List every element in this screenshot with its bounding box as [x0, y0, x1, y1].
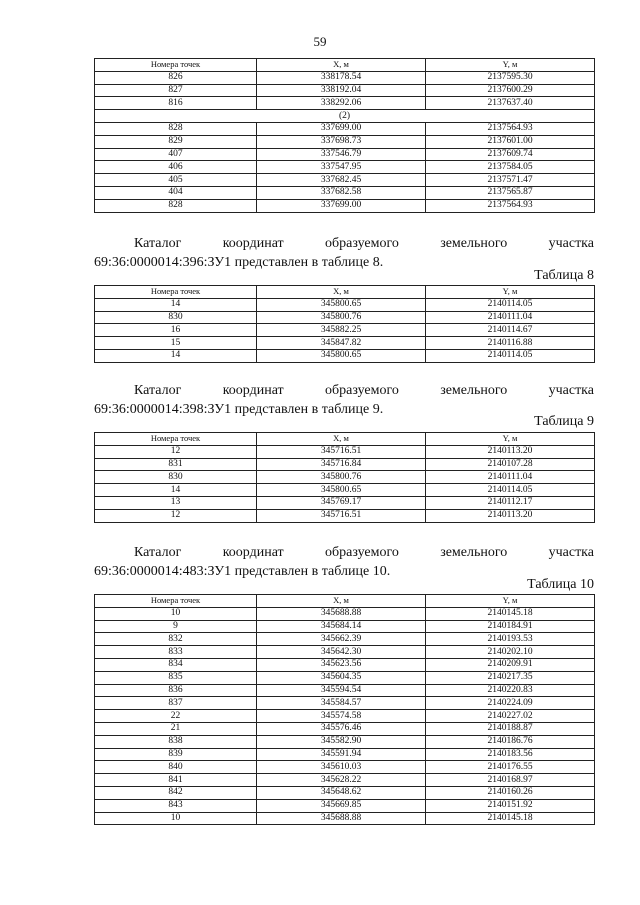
x-coordinate-cell: 345584.57 — [257, 697, 426, 710]
header-y: Y, м — [426, 595, 595, 608]
point-number-cell: 829 — [95, 135, 257, 148]
paragraph-word: Каталог — [134, 545, 182, 560]
paragraph-word: координат — [222, 545, 284, 560]
point-number-cell: 15 — [95, 337, 257, 350]
table-header-row — [95, 595, 595, 608]
header-x: X, м — [257, 286, 426, 299]
y-coordinate-cell: 2140145.18 — [426, 607, 595, 620]
table-caption: Таблица 8 — [534, 268, 594, 283]
table-row — [95, 633, 595, 646]
table-row — [95, 161, 595, 174]
page-number: 59 — [313, 34, 327, 49]
paragraph-word: участка — [548, 545, 594, 560]
x-coordinate-cell: 345669.85 — [257, 799, 426, 812]
table-row — [95, 97, 595, 110]
point-number-cell: 834 — [95, 658, 257, 671]
table-row — [95, 710, 595, 723]
y-coordinate-cell: 2140112.17 — [426, 496, 595, 509]
x-coordinate-cell: 345800.76 — [257, 311, 426, 324]
x-coordinate-cell: 337698.73 — [257, 135, 426, 148]
paragraph-word: земельного — [440, 236, 508, 251]
header-y: Y, м — [426, 433, 595, 446]
paragraph-word: координат — [222, 236, 284, 251]
table-row — [95, 607, 595, 620]
table-row — [95, 786, 595, 799]
y-coordinate-cell: 2140114.05 — [426, 298, 595, 311]
header-x: X, м — [257, 59, 426, 72]
table-row — [95, 722, 595, 735]
y-coordinate-cell: 2140113.20 — [426, 509, 595, 522]
point-number-cell: 835 — [95, 671, 257, 684]
point-number-cell: 843 — [95, 799, 257, 812]
point-number-cell: 14 — [95, 484, 257, 497]
point-number-cell: 828 — [95, 122, 257, 135]
x-coordinate-cell: 345882.25 — [257, 324, 426, 337]
x-coordinate-cell: 345716.51 — [257, 509, 426, 522]
table-row — [95, 298, 595, 311]
point-number-cell: 830 — [95, 311, 257, 324]
table-row — [95, 445, 595, 458]
point-number-cell: 16 — [95, 324, 257, 337]
header-point-number: Номера точек — [95, 59, 257, 72]
paragraph-table-10 — [94, 543, 594, 581]
x-coordinate-cell: 345591.94 — [257, 748, 426, 761]
paragraph-table-9 — [94, 381, 594, 419]
paragraph-word: земельного — [440, 545, 508, 560]
table-row — [95, 812, 595, 825]
table-row — [95, 774, 595, 787]
y-coordinate-cell: 2140114.67 — [426, 324, 595, 337]
table-row — [95, 761, 595, 774]
x-coordinate-cell: 345800.65 — [257, 349, 426, 362]
table-row — [95, 135, 595, 148]
table-row — [95, 199, 595, 212]
y-coordinate-cell: 2140168.97 — [426, 774, 595, 787]
table-row — [95, 799, 595, 812]
header-point-number: Номера точек — [95, 286, 257, 299]
y-coordinate-cell: 2140113.20 — [426, 445, 595, 458]
point-number-cell: 842 — [95, 786, 257, 799]
y-coordinate-cell: 2140217.35 — [426, 671, 595, 684]
table-row — [95, 122, 595, 135]
point-number-cell: 21 — [95, 722, 257, 735]
y-coordinate-cell: 2137571.47 — [426, 174, 595, 187]
y-coordinate-cell: 2137565.87 — [426, 186, 595, 199]
y-coordinate-cell: 2140193.53 — [426, 633, 595, 646]
point-number-cell: 404 — [95, 186, 257, 199]
x-coordinate-cell: 345582.90 — [257, 735, 426, 748]
contour-separator-row — [95, 110, 595, 123]
table-row — [95, 646, 595, 659]
x-coordinate-cell: 345574.58 — [257, 710, 426, 723]
y-coordinate-cell: 2137564.93 — [426, 199, 595, 212]
paragraph-line: 69:36:0000014:483:ЗУ1 представлен в таблице 10. — [94, 564, 391, 579]
y-coordinate-cell: 2140184.91 — [426, 620, 595, 633]
x-coordinate-cell: 337682.45 — [257, 174, 426, 187]
point-number-cell: 22 — [95, 710, 257, 723]
paragraph-word: участка — [548, 236, 594, 251]
point-number-cell: 14 — [95, 349, 257, 362]
paragraph-word: образуемого — [325, 383, 399, 398]
paragraph-word: Каталог — [134, 236, 182, 251]
y-coordinate-cell: 2140220.83 — [426, 684, 595, 697]
table-row — [95, 324, 595, 337]
coordinate-table-10 — [94, 594, 595, 825]
point-number-cell: 406 — [95, 161, 257, 174]
y-coordinate-cell: 2137564.93 — [426, 122, 595, 135]
point-number-cell: 816 — [95, 97, 257, 110]
paragraph-word: Каталог — [134, 383, 182, 398]
point-number-cell: 9 — [95, 620, 257, 633]
y-coordinate-cell: 2140151.92 — [426, 799, 595, 812]
point-number-cell: 827 — [95, 84, 257, 97]
x-coordinate-cell: 345576.46 — [257, 722, 426, 735]
table-row — [95, 186, 595, 199]
point-number-cell: 10 — [95, 812, 257, 825]
y-coordinate-cell: 2140145.18 — [426, 812, 595, 825]
y-coordinate-cell: 2137584.05 — [426, 161, 595, 174]
y-coordinate-cell: 2140188.87 — [426, 722, 595, 735]
y-coordinate-cell: 2140209.91 — [426, 658, 595, 671]
table-row — [95, 684, 595, 697]
y-coordinate-cell: 2140107.28 — [426, 458, 595, 471]
point-number-cell: 831 — [95, 458, 257, 471]
table-row — [95, 71, 595, 84]
x-coordinate-cell: 345604.35 — [257, 671, 426, 684]
paragraph-word: участка — [548, 383, 594, 398]
x-coordinate-cell: 345769.17 — [257, 496, 426, 509]
x-coordinate-cell: 345716.84 — [257, 458, 426, 471]
x-coordinate-cell: 338192.04 — [257, 84, 426, 97]
y-coordinate-cell: 2137609.74 — [426, 148, 595, 161]
y-coordinate-cell: 2137637.40 — [426, 97, 595, 110]
table-row — [95, 84, 595, 97]
header-x: X, м — [257, 433, 426, 446]
x-coordinate-cell: 345684.14 — [257, 620, 426, 633]
table-row — [95, 311, 595, 324]
paragraph-word: образуемого — [325, 545, 399, 560]
x-coordinate-cell: 345688.88 — [257, 812, 426, 825]
coordinate-table-9 — [94, 432, 595, 523]
table-header-row — [95, 433, 595, 446]
table-row — [95, 337, 595, 350]
y-coordinate-cell: 2140114.05 — [426, 349, 595, 362]
y-coordinate-cell: 2140202.10 — [426, 646, 595, 659]
y-coordinate-cell: 2140183.56 — [426, 748, 595, 761]
header-point-number: Номера точек — [95, 433, 257, 446]
x-coordinate-cell: 345623.56 — [257, 658, 426, 671]
table-row — [95, 484, 595, 497]
point-number-cell: 840 — [95, 761, 257, 774]
point-number-cell: 12 — [95, 509, 257, 522]
point-number-cell: 826 — [95, 71, 257, 84]
point-number-cell: 405 — [95, 174, 257, 187]
x-coordinate-cell: 337547.95 — [257, 161, 426, 174]
x-coordinate-cell: 337699.00 — [257, 122, 426, 135]
point-number-cell: 10 — [95, 607, 257, 620]
y-coordinate-cell: 2140176.55 — [426, 761, 595, 774]
table-row — [95, 458, 595, 471]
table-row — [95, 620, 595, 633]
paragraph-word: образуемого — [325, 236, 399, 251]
table-row — [95, 735, 595, 748]
point-number-cell: 839 — [95, 748, 257, 761]
point-number-cell: 14 — [95, 298, 257, 311]
coordinate-table-continued — [94, 58, 595, 213]
table-header-row — [95, 286, 595, 299]
paragraph-word: координат — [222, 383, 284, 398]
x-coordinate-cell: 345628.22 — [257, 774, 426, 787]
table-row — [95, 471, 595, 484]
paragraph-word: земельного — [440, 383, 508, 398]
x-coordinate-cell: 345688.88 — [257, 607, 426, 620]
table-row — [95, 174, 595, 187]
point-number-cell: 832 — [95, 633, 257, 646]
y-coordinate-cell: 2137595.30 — [426, 71, 595, 84]
point-number-cell: 13 — [95, 496, 257, 509]
point-number-cell: 838 — [95, 735, 257, 748]
header-y: Y, м — [426, 286, 595, 299]
x-coordinate-cell: 345594.54 — [257, 684, 426, 697]
table-row — [95, 658, 595, 671]
table-row — [95, 496, 595, 509]
y-coordinate-cell: 2140186.76 — [426, 735, 595, 748]
table-row — [95, 148, 595, 161]
coordinate-table-8 — [94, 285, 595, 363]
table-row — [95, 349, 595, 362]
x-coordinate-cell: 337699.00 — [257, 199, 426, 212]
point-number-cell: 833 — [95, 646, 257, 659]
y-coordinate-cell: 2140227.02 — [426, 710, 595, 723]
x-coordinate-cell: 345662.39 — [257, 633, 426, 646]
point-number-cell: 836 — [95, 684, 257, 697]
x-coordinate-cell: 345800.65 — [257, 298, 426, 311]
y-coordinate-cell: 2140116.88 — [426, 337, 595, 350]
y-coordinate-cell: 2140160.26 — [426, 786, 595, 799]
point-number-cell: 841 — [95, 774, 257, 787]
y-coordinate-cell: 2140114.05 — [426, 484, 595, 497]
x-coordinate-cell: 345610.03 — [257, 761, 426, 774]
x-coordinate-cell: 345716.51 — [257, 445, 426, 458]
x-coordinate-cell: 345800.76 — [257, 471, 426, 484]
point-number-cell: 837 — [95, 697, 257, 710]
table-row — [95, 748, 595, 761]
header-point-number: Номера точек — [95, 595, 257, 608]
x-coordinate-cell: 337682.58 — [257, 186, 426, 199]
point-number-cell: 407 — [95, 148, 257, 161]
paragraph-line: 69:36:0000014:398:ЗУ1 представлен в таблице 9. — [94, 402, 384, 417]
y-coordinate-cell: 2137600.29 — [426, 84, 595, 97]
table-row — [95, 509, 595, 522]
y-coordinate-cell: 2140224.09 — [426, 697, 595, 710]
table-caption: Таблица 9 — [534, 414, 594, 429]
table-row — [95, 697, 595, 710]
paragraph-table-8 — [94, 234, 594, 272]
table-caption: Таблица 10 — [527, 577, 594, 592]
paragraph-line: 69:36:0000014:396:ЗУ1 представлен в таблице 8. — [94, 255, 384, 270]
point-number-cell: 828 — [95, 199, 257, 212]
x-coordinate-cell: 337546.79 — [257, 148, 426, 161]
header-y: Y, м — [426, 59, 595, 72]
x-coordinate-cell: 345800.65 — [257, 484, 426, 497]
table-row — [95, 671, 595, 684]
x-coordinate-cell: 345642.30 — [257, 646, 426, 659]
table-header-row — [95, 59, 595, 72]
header-x: X, м — [257, 595, 426, 608]
contour-number: (2) — [95, 110, 595, 123]
x-coordinate-cell: 338178.54 — [257, 71, 426, 84]
point-number-cell: 12 — [95, 445, 257, 458]
y-coordinate-cell: 2137601.00 — [426, 135, 595, 148]
x-coordinate-cell: 345648.62 — [257, 786, 426, 799]
y-coordinate-cell: 2140111.04 — [426, 311, 595, 324]
x-coordinate-cell: 338292.06 — [257, 97, 426, 110]
y-coordinate-cell: 2140111.04 — [426, 471, 595, 484]
x-coordinate-cell: 345847.82 — [257, 337, 426, 350]
point-number-cell: 830 — [95, 471, 257, 484]
